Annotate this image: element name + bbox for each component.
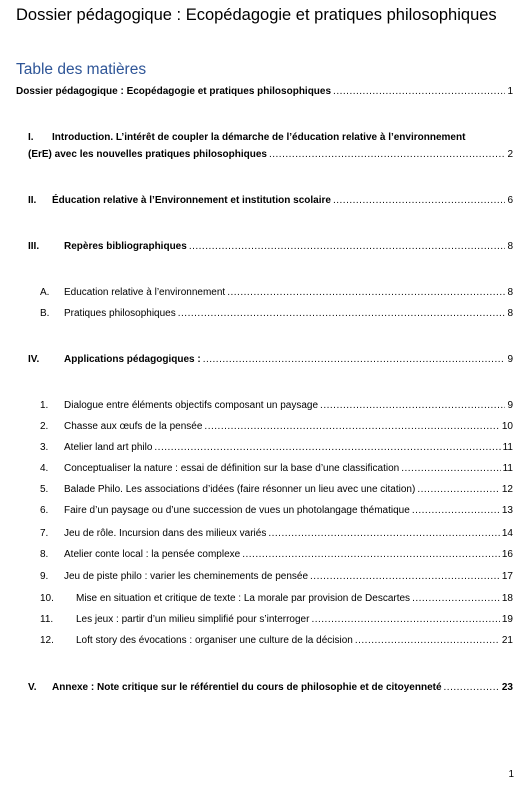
toc-entry-text: Faire d’un paysage ou d’une succession de vues un photolangage thématique (64, 505, 410, 516)
toc-entry-text: Repères bibliographiques (64, 241, 187, 252)
toc-entry-text: Chasse aux œufs de la pensée (64, 421, 203, 432)
toc-leader (412, 592, 500, 605)
toc-entry-section-ii[interactable] (28, 194, 513, 207)
toc-entry-page: 2 (507, 149, 513, 160)
toc-entry-app-9[interactable] (40, 570, 513, 583)
toc-entry-page: 18 (501, 593, 513, 604)
toc-leader (401, 462, 500, 475)
toc-entry-text: Education relative à l’environnement (64, 287, 226, 298)
toc-entry-text: Dialogue entre éléments objectifs composant un paysage (64, 400, 319, 411)
toc-entry-intro-line1[interactable] (28, 131, 513, 144)
toc-leader (269, 148, 505, 161)
toc-leader (154, 441, 500, 454)
toc-heading: Table des matières (16, 61, 147, 78)
toc-entry-page: 13 (501, 505, 513, 516)
toc-entry-number: 3. (40, 442, 49, 453)
toc-entry-intro-line2[interactable] (28, 148, 513, 161)
toc-entry-page: 19 (501, 614, 513, 625)
toc-leader (412, 504, 500, 517)
toc-entry-page: 17 (501, 571, 513, 582)
toc-leader (444, 681, 500, 694)
toc-entry-number: V. (28, 682, 37, 693)
toc-entry-text: Atelier conte local : la pensée complexe (64, 549, 241, 560)
toc-entry-page: 11 (502, 442, 513, 453)
toc-entry-app-11[interactable] (40, 613, 513, 626)
toc-entry-text: Balade Philo. Les associations d’idées (faire résonner un lieu avec une citation) (64, 484, 416, 495)
toc-entry-number: A. (40, 287, 50, 298)
toc-entry-page: 12 (501, 484, 513, 495)
toc-leader (333, 85, 505, 98)
toc-entry-number: IV. (28, 354, 40, 365)
toc-entry-number: 12. (40, 635, 54, 646)
toc-entry-app-7[interactable] (40, 527, 513, 540)
toc-leader (242, 548, 500, 561)
toc-entry-app-3[interactable] (40, 441, 513, 454)
toc-entry-text: (ErE) avec les nouvelles pratiques philosophiques (28, 149, 267, 160)
toc-entry-section-iii[interactable] (28, 240, 513, 253)
toc-entry-text: Conceptualiser la nature : essai de définition sur la base d’une classification (64, 463, 400, 474)
toc-entry-text: Les jeux : partir d’un milieu simplifié pour s’interroger (76, 614, 310, 625)
toc-entry-page: 9 (507, 400, 513, 411)
toc-entry-app-1[interactable] (40, 399, 513, 412)
page-number: 1 (508, 769, 514, 780)
toc-entry-number: 11. (40, 614, 54, 625)
toc-entry-page: 6 (507, 195, 513, 206)
toc-entry-app-12[interactable] (40, 634, 513, 647)
toc-entry-page: 8 (507, 241, 513, 252)
toc-entry-page: 16 (501, 549, 513, 560)
toc-entry-page: 10 (501, 421, 513, 432)
toc-leader (355, 634, 500, 647)
toc-entry-iii-a[interactable] (40, 286, 513, 299)
toc-entry-text: Dossier pédagogique : Ecopédagogie et pratiques philosophiques (16, 86, 332, 97)
toc-entry-text: Éducation relative à l’Environnement et institution scolaire (52, 195, 331, 206)
toc-entry-app-5[interactable] (40, 483, 513, 496)
toc-entry-number: 7. (40, 528, 49, 539)
toc-leader (320, 399, 505, 412)
toc-entry-number: 8. (40, 549, 49, 560)
toc-leader (333, 194, 505, 207)
toc-entry-number: B. (40, 308, 50, 319)
toc-entry-section-v[interactable] (28, 681, 513, 694)
toc-entry-number: III. (28, 241, 40, 252)
toc-leader (189, 240, 506, 253)
toc-entry-number: II. (28, 195, 37, 206)
toc-leader (227, 286, 505, 299)
toc-leader (203, 353, 506, 366)
toc-entry-app-2[interactable] (40, 420, 513, 433)
toc-entry-page: 8 (507, 287, 513, 298)
toc-entry-page: 14 (501, 528, 513, 539)
toc-entry-iii-b[interactable] (40, 307, 513, 320)
toc-entry-page: 21 (501, 635, 513, 646)
toc-entry-page: 9 (507, 354, 513, 365)
toc-leader (417, 483, 500, 496)
toc-entry-text: Jeu de piste philo : varier les cheminements de pensée (64, 571, 309, 582)
toc-entry-number: I. (28, 132, 34, 143)
toc-entry-text: Pratiques philosophiques (64, 308, 176, 319)
toc-leader (178, 307, 506, 320)
toc-entry-app-10[interactable] (40, 592, 513, 605)
toc-entry-text: Applications pédagogiques : (64, 354, 201, 365)
toc-entry-number: 9. (40, 571, 49, 582)
toc-entry-page: 1 (507, 86, 513, 97)
toc-leader (204, 420, 499, 433)
toc-entry-main[interactable] (16, 85, 513, 98)
toc-entry-text: Mise en situation et critique de texte : La morale par provision de Descartes (76, 593, 411, 604)
toc-entry-app-4[interactable] (40, 462, 513, 475)
toc-entry-app-6[interactable] (40, 504, 513, 517)
toc-leader (311, 613, 499, 626)
toc-leader (268, 527, 500, 540)
toc-entry-number: 6. (40, 505, 49, 516)
document-title: Dossier pédagogique : Ecopédagogie et pratiques philosophiques (16, 6, 497, 24)
toc-entry-text: Annexe : Note critique sur le référentiel du cours de philosophie et de citoyenneté (52, 682, 442, 693)
toc-entry-number: 2. (40, 421, 49, 432)
toc-entry-page: 23 (501, 682, 513, 693)
toc-entry-number: 4. (40, 463, 49, 474)
toc-entry-section-iv[interactable] (28, 353, 513, 366)
toc-entry-page: 11 (502, 463, 513, 474)
toc-entry-text: Jeu de rôle. Incursion dans des milieux variés (64, 528, 267, 539)
toc-entry-number: 5. (40, 484, 49, 495)
toc-entry-page: 8 (507, 308, 513, 319)
toc-leader (310, 570, 500, 583)
toc-entry-app-8[interactable] (40, 548, 513, 561)
toc-entry-text: Atelier land art philo (64, 442, 153, 453)
toc-entry-number: 10. (40, 593, 54, 604)
toc-entry-text: Loft story des évocations : organiser une culture de la décision (76, 635, 353, 646)
toc-entry-number: 1. (40, 400, 49, 411)
toc-entry-text: Introduction. L’intérêt de coupler la démarche de l’éducation relative à l’environnement (52, 132, 466, 143)
